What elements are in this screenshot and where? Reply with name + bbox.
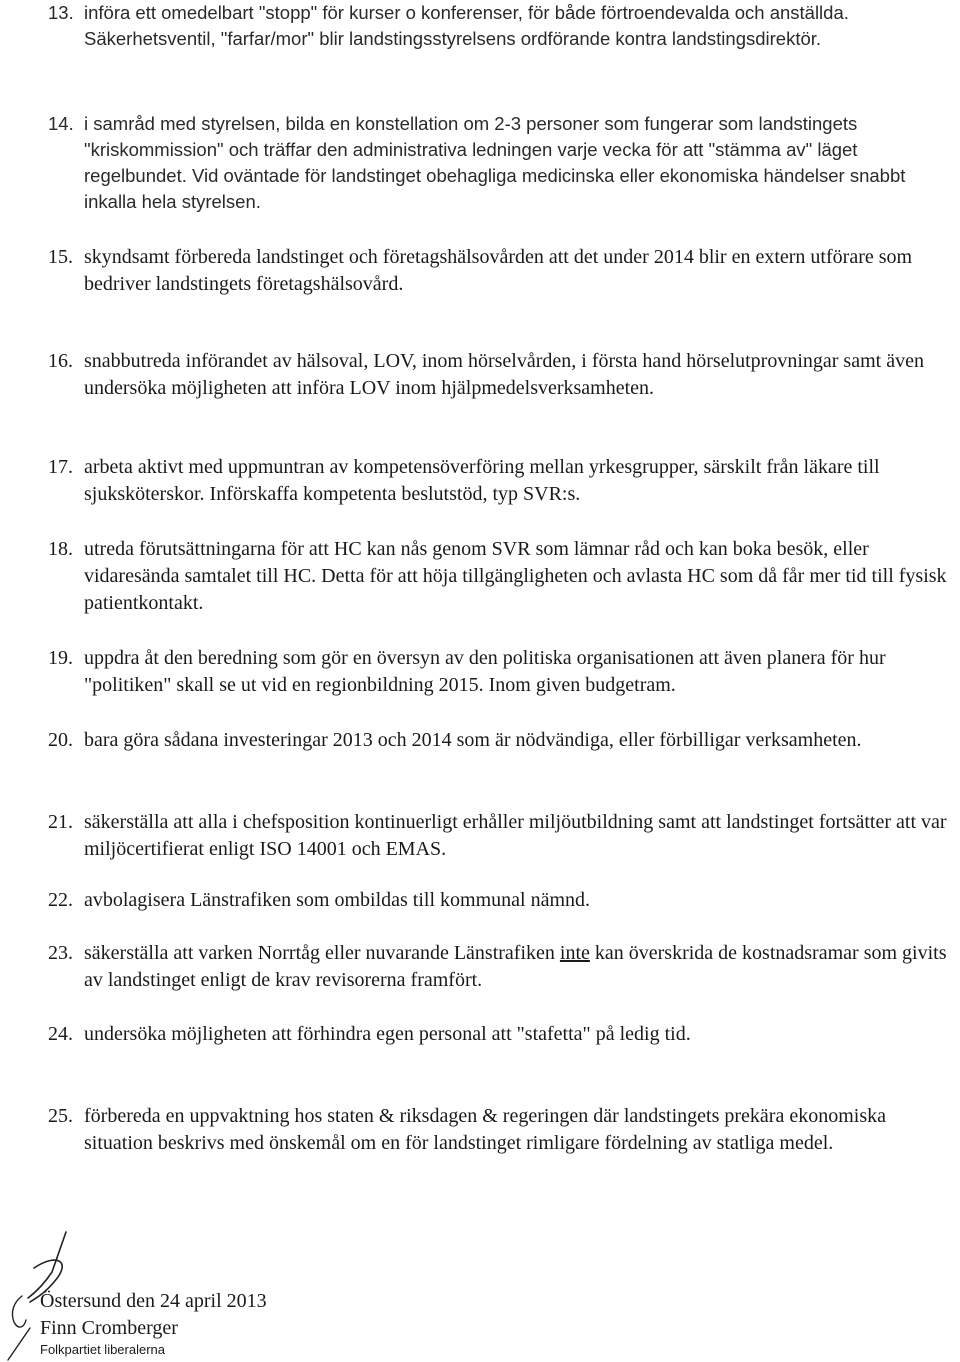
item-number: 22.	[48, 889, 73, 911]
item-number: 19.	[48, 647, 73, 669]
place-and-date: Östersund den 24 april 2013	[40, 1290, 267, 1312]
item-number: 15.	[48, 246, 73, 268]
signatory-name: Finn Cromberger	[40, 1317, 178, 1339]
item-text: förbereda en uppvaktning hos staten & riksdagen & regeringen där landstingets prekära ekonomiska situation beskrivs med önskemål om en för landstinget rimligare fördelning av statliga medel.	[84, 1105, 886, 1154]
item-text-after: kan överskrida de kostnadsramar som givits av landstinget enligt de krav revisorerna framfört.	[84, 942, 947, 991]
list-item-16	[48, 348, 948, 402]
item-number: 23.	[48, 942, 73, 964]
item-number: 18.	[48, 538, 73, 560]
list-item-20	[48, 727, 948, 754]
list-item-22	[48, 887, 948, 914]
list-item-14	[48, 111, 948, 215]
list-item-19	[48, 645, 948, 699]
item-number: 16.	[48, 350, 73, 372]
item-text: säkerställa att alla i chefsposition kontinuerligt erhåller miljöutbildning samt att landstinget fortsätter att var miljöcertifierat enligt ISO 14001 och EMAS.	[84, 811, 947, 860]
list-item-21	[48, 809, 948, 863]
item-text: skyndsamt förbereda landstinget och företagshälsovården att det under 2014 blir en extern utförare som bedriver landstingets företagshälsovård.	[84, 246, 913, 295]
item-number: 21.	[48, 811, 73, 833]
item-number: 17.	[48, 456, 73, 478]
item-number: 24.	[48, 1023, 73, 1045]
item-text: införa ett omedelbart "stopp" för kurser o konferenser, för både förtroendevalda och anställda. Säkerhetsventil, "farfar/mor" blir landstingsstyrelsens ordförande kontra landstingsdirektör.	[84, 2, 849, 49]
list-item-23	[48, 940, 948, 994]
list-item-24	[48, 1021, 948, 1048]
item-number: 20.	[48, 729, 73, 751]
list-item-25	[48, 1103, 948, 1157]
item-text: utreda förutsättningarna för att HC kan nås genom SVR som lämnar råd och kan boka besök, eller vidaresända samtalet till HC. Detta för att höja tillgängligheten och avlasta HC som då får mer tid till fysisk patientkontakt.	[84, 538, 947, 614]
organization-name: Folkpartiet liberalerna	[40, 1342, 166, 1357]
item-text-before: säkerställa att varken Norrtåg eller nuvarande Länstrafiken	[84, 942, 560, 964]
item-text: avbolagisera Länstrafiken som ombildas till kommunal nämnd.	[84, 889, 591, 911]
underlined-word: inte	[559, 942, 590, 964]
item-text: i samråd med styrelsen, bilda en konstellation om 2-3 personer som fungerar som landstingets "kriskommission" och träffar den administrativa ledningen varje vecka för att "stämma av" läget regelbundet. Vid oväntade för landstinget obehagliga medicinska eller ekonomiska händelser snabbt inkalla hela styrelsen.	[84, 113, 906, 212]
item-number: 14.	[48, 113, 74, 134]
item-number: 25.	[48, 1105, 73, 1127]
item-number: 13.	[48, 2, 74, 23]
item-text	[84, 940, 948, 994]
item-text: uppdra åt den beredning som gör en översyn av den politiska organisationen att även planera för hur "politiken" skall se ut vid en regionbildning 2015. Inom given budgetram.	[84, 647, 886, 696]
item-text: undersöka möjligheten att förhindra egen personal att "stafetta" på ledig tid.	[84, 1023, 691, 1045]
list-item-18	[48, 536, 948, 617]
signature-block	[40, 1288, 267, 1358]
list-item-13	[48, 0, 948, 52]
item-text: arbeta aktivt med uppmuntran av kompetensöverföring mellan yrkesgrupper, särskilt från läkare till sjuksköterskor. Införskaffa kompetenta beslutstöd, typ SVR:s.	[84, 456, 880, 505]
item-text: bara göra sådana investeringar 2013 och 2014 som är nödvändiga, eller förbilligar verksamheten.	[84, 729, 862, 751]
item-text: snabbutreda införandet av hälsoval, LOV, inom hörselvården, i första hand hörselutprovningar samt även undersöka möjligheten att införa LOV inom hjälpmedelsverksamheten.	[84, 350, 924, 399]
list-item-17	[48, 454, 948, 508]
list-item-15	[48, 244, 948, 298]
